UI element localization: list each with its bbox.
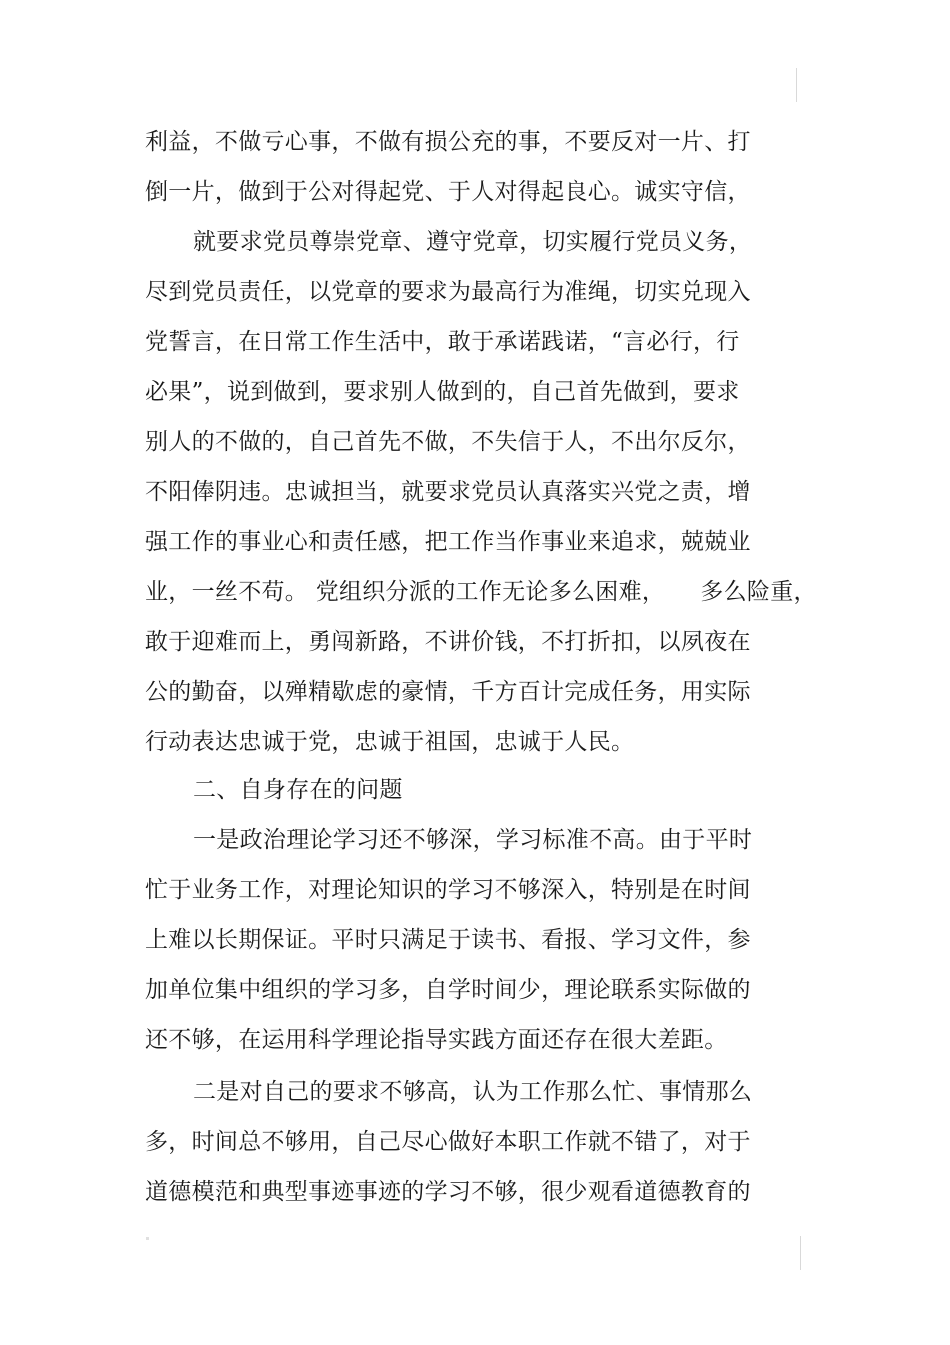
section-heading: 二、自身存在的问题: [193, 777, 403, 803]
text-line: 加单位集中组织的学习多，自学时间少，理论联系实际做的: [145, 977, 751, 1003]
text-line: 业，一丝不苟。 党组织分派的工作无论多么困难， 多么险重，: [145, 579, 817, 605]
page-edge-mark: [796, 68, 797, 102]
text-line: 敢于迎难而上，勇闯新路，不讲价钱，不打折扣，以夙夜在: [145, 629, 751, 655]
text-line: 尽到党员责任，以党章的要求为最高行为准绳，切实兑现入: [145, 279, 751, 305]
text-line: 还不够，在运用科学理论指导实践方面还存在很大差距。: [145, 1027, 728, 1053]
text-line: 别人的不做的，自己首先不做，不失信于人，不出尔反尔，: [145, 429, 751, 455]
text-line: 强工作的事业心和责任感，把工作当作事业来追求，兢兢业: [145, 529, 751, 555]
text-line: 行动表达忠诚于党，忠诚于祖国，忠诚于人民。: [145, 729, 635, 755]
text-line: 党誓言，在日常工作生活中，敢于承诺践诺，“言必行，行: [145, 329, 740, 355]
text-line: 不阳俸阴违。忠诚担当，就要求党员认真落实兴党之责，增: [145, 479, 751, 505]
text-line: 倒一片，做到于公对得起党、于人对得起良心。诚实守信，: [145, 179, 751, 205]
paragraph-start-line: 二是对自己的要求不够高，认为工作那么忙、事情那么: [193, 1079, 753, 1105]
text-line: 忙于业务工作，对理论知识的学习不够深入，特别是在时间: [145, 877, 751, 903]
text-line: 道德模范和典型事迹事迹的学习不够，很少观看道德教育的: [145, 1179, 751, 1205]
page-corner-mark: [146, 1237, 149, 1240]
page-edge-mark: [800, 1236, 801, 1270]
text-line: 公的勤奋，以殚精歇虑的豪情，千方百计完成任务，用实际: [145, 679, 751, 705]
paragraph-start-line: 一是政治理论学习还不够深，学习标准不高。由于平时: [193, 827, 753, 853]
text-line: 利益，不做亏心事，不做有损公充的事，不要反对一片、打: [145, 129, 751, 155]
text-line: 上难以长期保证。平时只满足于读书、看报、学习文件，参: [145, 927, 751, 953]
text-line: 必果”，说到做到，要求别人做到的，自己首先做到，要求: [145, 379, 740, 405]
text-line: 多，时间总不够用，自己尽心做好本职工作就不错了，对于: [145, 1129, 751, 1155]
paragraph-start-line: 就要求党员尊崇党章、遵守党章，切实履行党员义务，: [193, 229, 753, 255]
